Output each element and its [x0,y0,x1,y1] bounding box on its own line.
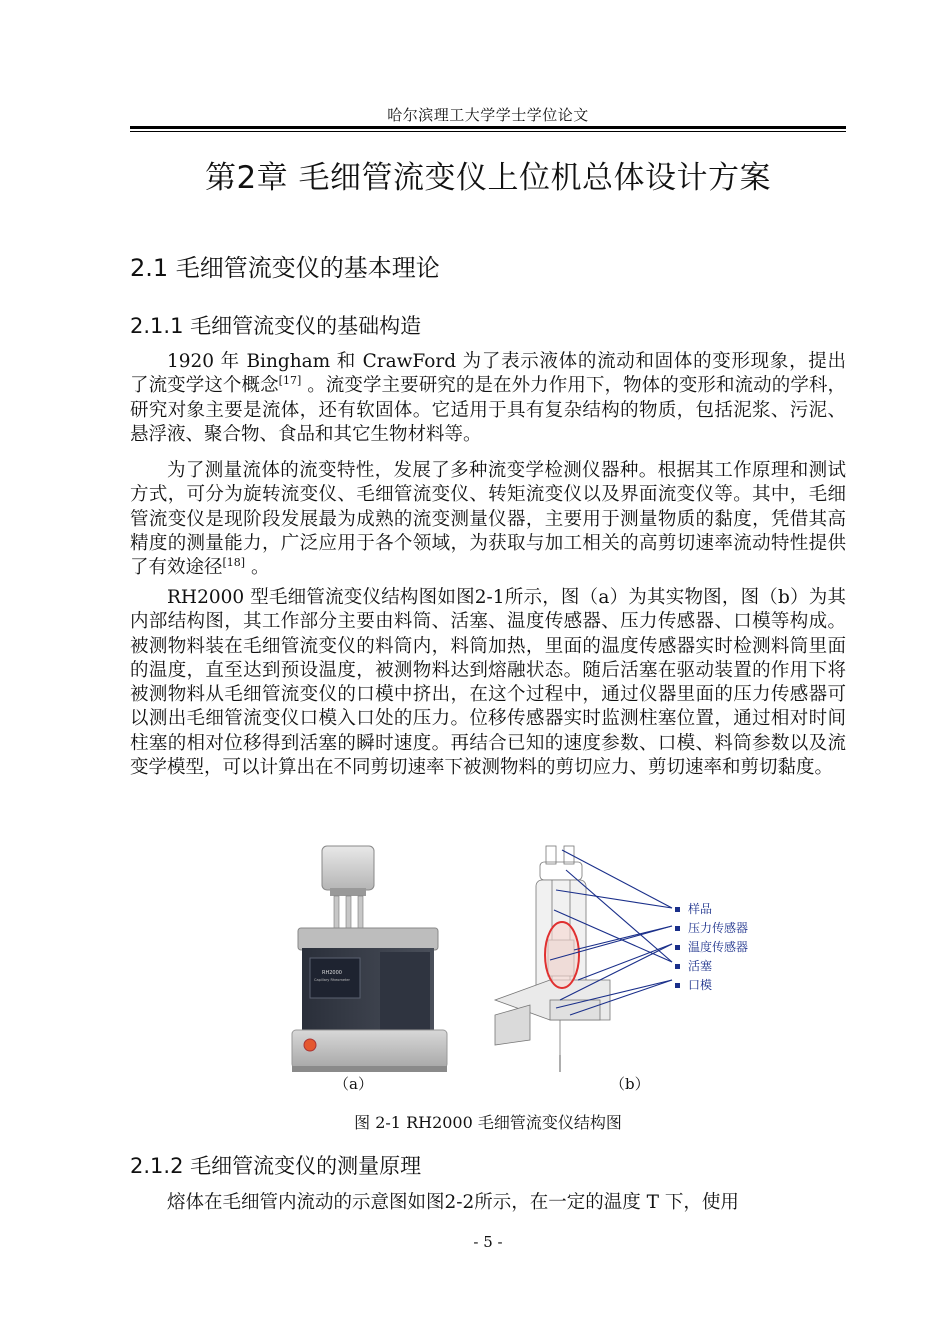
legend-label: 温度传感器 [688,940,749,954]
legend-item-die [675,976,712,993]
legend-item-piston [675,957,712,974]
bullet-icon [675,907,680,912]
figure-label-b: （b） [610,1075,650,1093]
legend-label: 压力传感器 [688,921,749,935]
paragraph-2 [130,459,846,580]
internal-structure-diagram [490,840,680,1075]
paragraph-3: RH2000 型毛细管流变仪结构图如图2-1所示，图（a）为其实物图，图（b）为其内部结构图，其工作部分主要由料筒、活塞、温度传感器、压力传感器、口模等构成。被测物料装在毛细管流变仪的料筒内，料筒加热，里面的温度传感器实时检测料筒里面的温度，直至达到预设温度，被测物料达到熔融状态。随后活塞在驱动装置的作用下将被测物料从毛细管流变仪的口模中挤出，在这个过程中，通过仪器里面的压力传感器可以测出毛细管流变仪口模入口处的压力。位移传感器实时监测柱塞位置，通过相对时间柱塞的相对位移得到活塞的瞬时速度。再结合已知的速度参数、口模、料筒参数以及流变学模型，可以计算出在不同剪切速率下被测物料的剪切应力、剪切速率和剪切黏度。 [130,587,846,779]
device-brand-label: RH2000 [322,970,342,976]
chapter-title: 第2章 毛细管流变仪上位机总体设计方案 [204,160,772,196]
header-rule-thin [130,131,846,132]
paragraph-2-text-b: 。 [245,557,270,579]
citation-17: [17] [278,374,302,388]
header-rule-thick [130,126,846,129]
figure-caption: 图 2-1 RH2000 毛细管流变仪结构图 [354,1113,622,1132]
running-header: 哈尔滨理工大学学士学位论文 [387,106,589,124]
legend-item-pressure-sensor [675,919,748,936]
citation-18: [18] [222,556,246,570]
paragraph-1 [130,350,846,447]
paragraph-4: 熔体在毛细管内流动的示意图如图2-2所示，在一定的温度 T 下，使用 [167,1192,739,1213]
subsection-heading-1: 2.1.1 毛细管流变仪的基础构造 [130,314,422,338]
highlight-ellipse [545,922,579,988]
legend-label: 样品 [688,902,713,916]
bullet-icon [675,983,680,988]
legend-item-sample [675,900,712,917]
section-heading: 2.1 毛细管流变仪的基本理论 [130,254,440,282]
rheometer-photo [280,840,480,1075]
legend-label: 活塞 [688,959,713,973]
subsection-heading-2: 2.1.2 毛细管流变仪的测量原理 [130,1154,422,1178]
emergency-stop-icon [304,1039,316,1051]
figure-2-1 [280,840,770,1095]
bullet-icon [675,964,680,969]
paragraph-1-text-b: 。流变学主要研究的是在外力作用下，物体的变形和流动的学科，研究对象主要是流体，还有软固体。它适用于具有复杂结构的物质，包括泥浆、污泥、悬浮液、聚合物、食品和其它生物材料等。 [130,375,846,445]
device-subtitle-label: Capillary Rheometer [314,978,350,982]
paragraph-2-text-a: 为了测量流体的流变特性，发展了多种流变学检测仪器种。根据其工作原理和测试方式，可分为旋转流变仪、毛细管流变仪、转矩流变仪以及界面流变仪等。其中，毛细管流变仪是现阶段发展最为成熟的流变测量仪器，主要用于测量物质的黏度，凭借其高精度的测量能力，广泛应用于各个领域，为获取与加工相关的高剪切速率流动特性提供了有效途径 [130,460,846,579]
legend-item-temperature-sensor [675,938,748,955]
bullet-icon [675,945,680,950]
page-number: - 5 - [473,1233,503,1251]
legend-label: 口模 [688,978,713,992]
paragraph-1-text-a: 1920 年 Bingham 和 CrawFord 为了表示液体的流动和固体的变形现象，提出了流变学这个概念 [130,351,846,397]
bullet-icon [675,926,680,931]
figure-label-a: （a） [334,1075,373,1093]
